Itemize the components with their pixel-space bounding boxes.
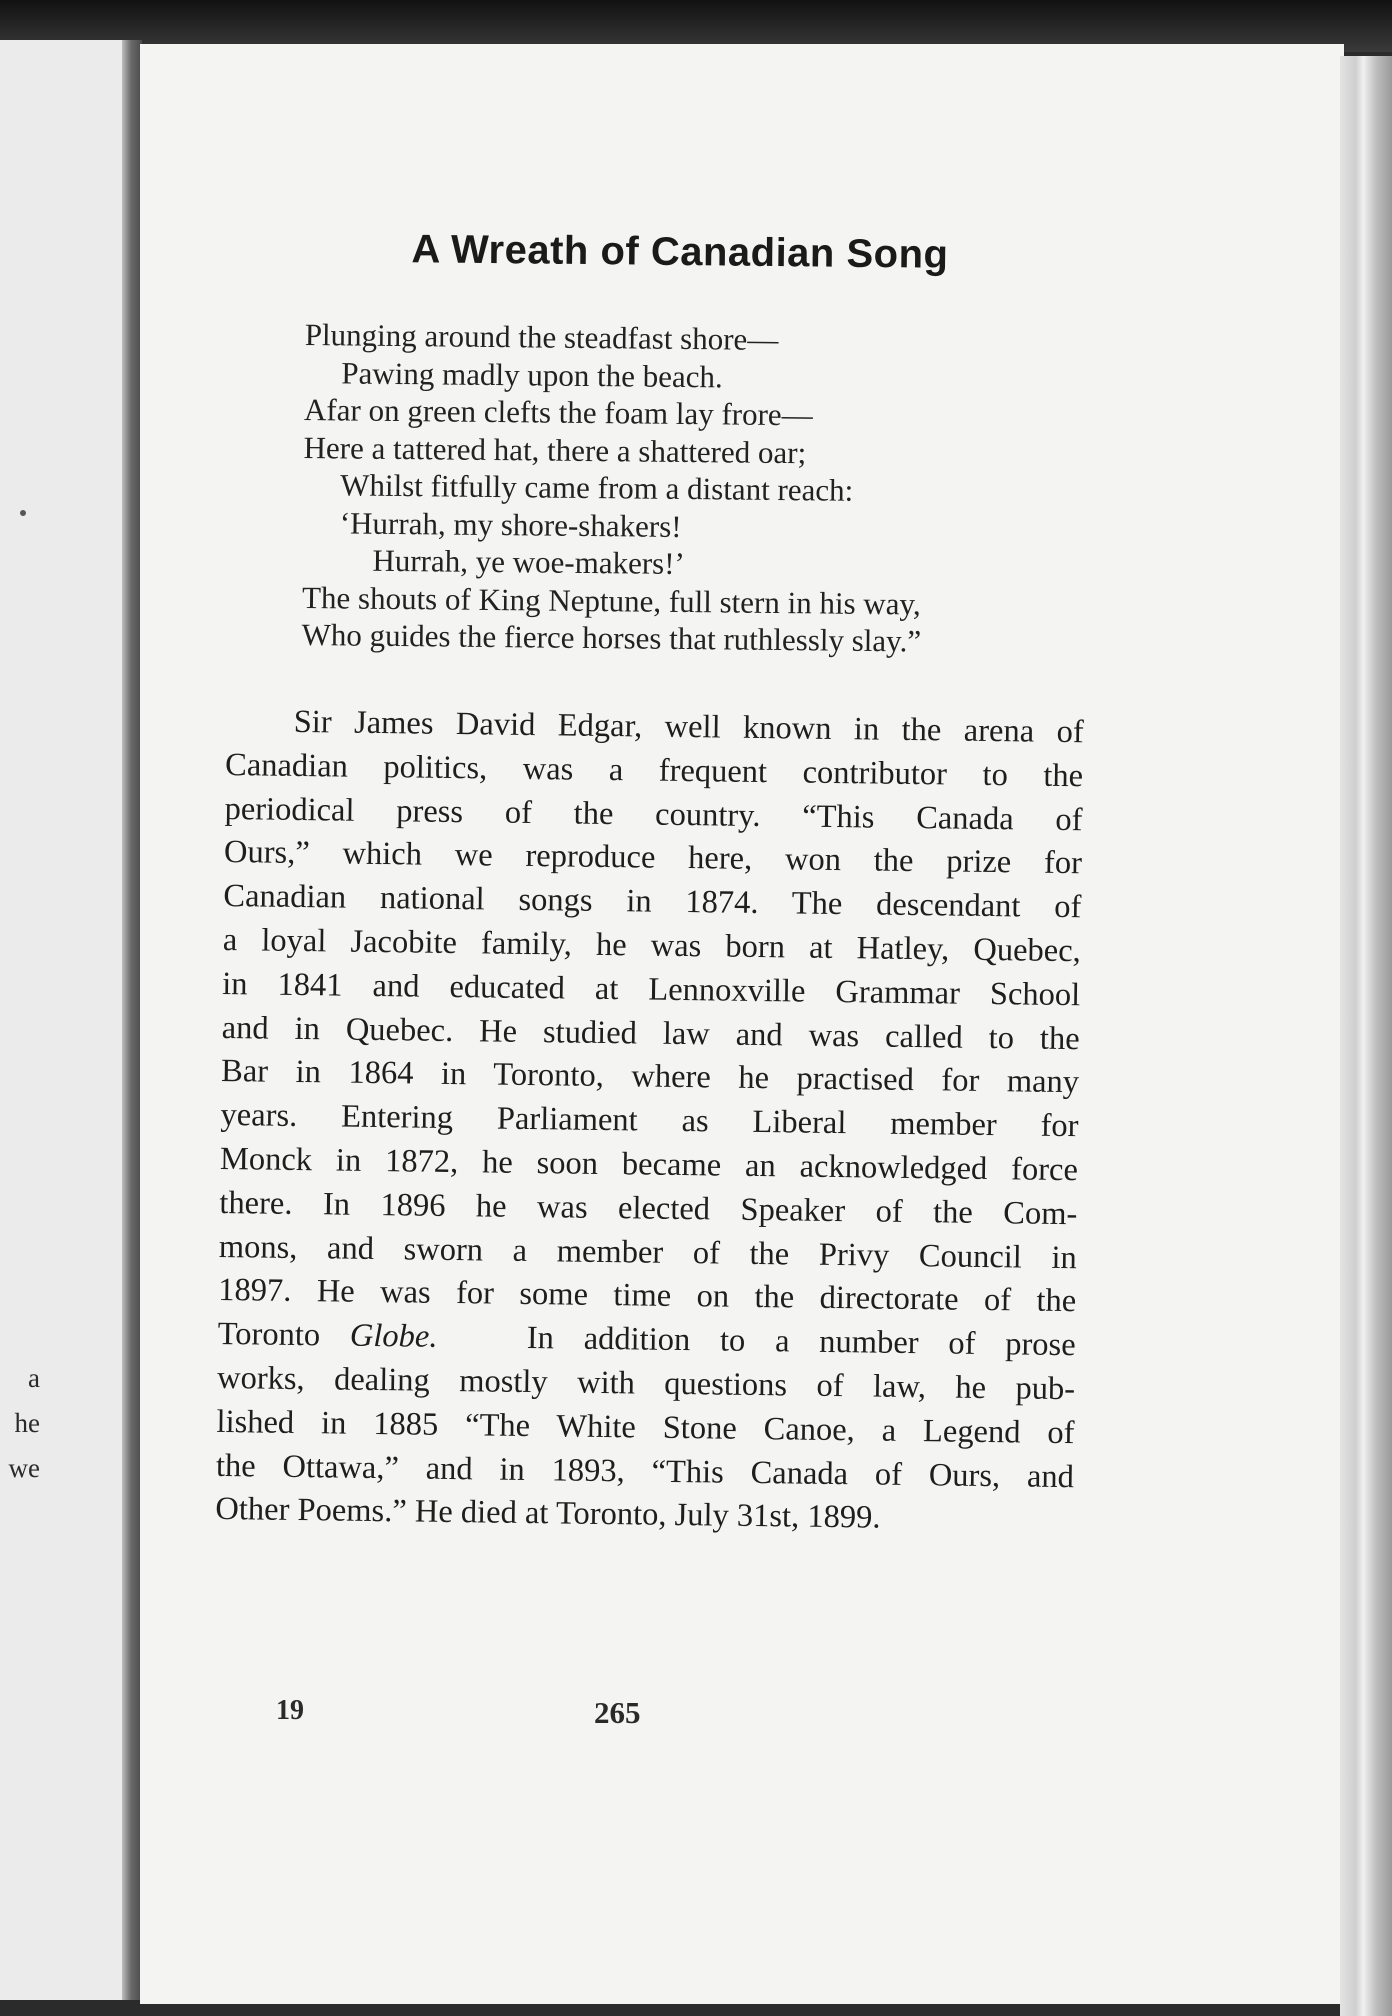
poem-line: Hurrah, ye woe-makers!’ [372,542,686,581]
prose-line: Bar in 1864 in Toronto, where he practised for many [220,1053,1080,1101]
page-number: 265 [594,1695,641,1730]
prose-line: lished in 1885 “The White Stone Canoe, a Legend of [216,1403,1075,1451]
newspaper-title: Globe. [349,1317,438,1355]
prose-line: Sir James David Edgar, well known in the arena of [293,703,1084,751]
facing-page-fragment: he [14,1408,40,1438]
prose-line: a loyal Jacobite family, he was born at Hatley, Quebec, [222,921,1082,970]
biography-paragraph [215,700,1084,1543]
facing-page-speck [20,510,26,516]
prose-line: years. Entering Parliament as Liberal member for [220,1097,1079,1145]
poem-line: ‘Hurrah, my shore-shakers! [339,504,682,544]
prose-line: Other Poems.” He died at Toronto, July 31st, 1899. [215,1491,881,1536]
prose-line: in 1841 and educated at Lennoxville Grammar School [222,965,1081,1013]
signature-mark: 19 [276,1695,304,1726]
prose-line: periodical press of the country. “This Canada of [224,790,1083,838]
prose-line: there. In 1896 he was elected Speaker of the Com- [219,1184,1078,1232]
prose-text: In addition to a number of prose [526,1320,1076,1364]
prose-line: Canadian politics, was a frequent contributor to the [224,746,1084,795]
running-header: A Wreath of Canadian Song [411,227,949,277]
poem-line: Here a tattered hat, there a shattered oar; [303,429,807,470]
poem-stanza [301,316,1104,662]
page-stack-edge [1340,56,1392,2016]
poem-line: Plunging around the steadfast shore— [304,316,779,357]
poem-line: Afar on green clefts the foam lay frore— [303,391,813,433]
prose-line: Monck in 1872, he soon became an acknowledged force [219,1140,1079,1189]
poem-line: Pawing madly upon the beach. [341,354,723,394]
prose-line: Canadian national songs in 1874. The descendant of [223,878,1082,926]
prose-line: the Ottawa,” and in 1893, “This Canada of Ours, and [215,1447,1075,1495]
prose-line: 1897. He was for some time on the directorate of the [218,1272,1077,1320]
prose-text: Toronto [217,1316,351,1354]
facing-page-fragment: we [8,1453,40,1483]
facing-page [0,40,128,2000]
prose-line: mons, and sworn a member of the Privy Council in [218,1228,1078,1276]
facing-page-fragment: a [28,1363,40,1393]
poem-line: The shouts of King Neptune, full stern in his way, [301,579,921,621]
prose-line: Ours,” which we reproduce here, won the prize for [223,834,1083,882]
poem-line: Whilst fitfully came from a distant reach: [340,467,854,508]
book-gutter [122,40,142,2000]
poem-line: Who guides the fierce horses that ruthlessly slay.” [301,616,922,659]
prose-line: works, dealing mostly with questions of law, he pub- [216,1359,1076,1408]
prose-line: and in Quebec. He studied law and was called to the [221,1009,1080,1057]
